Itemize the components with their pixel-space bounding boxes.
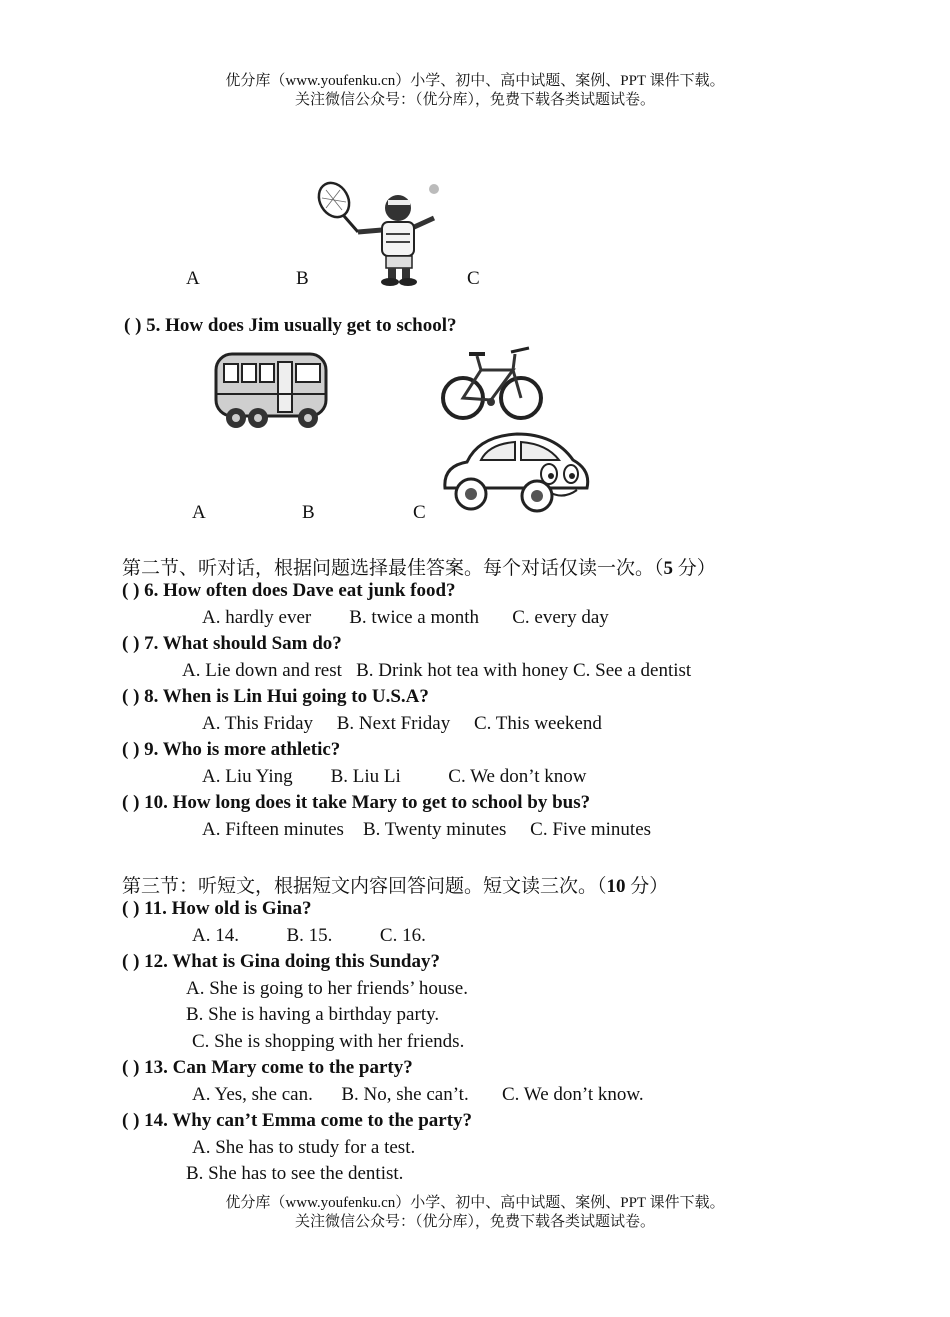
- question-10: ( ) 10. How long does it take Mary to get to school by bus?: [122, 792, 591, 813]
- question-8: ( ) 8. When is Lin Hui going to U.S.A?: [122, 686, 429, 707]
- section-3-score: 10: [606, 876, 626, 897]
- page-footer: [0, 1194, 950, 1232]
- question-11: ( ) 11. How old is Gina?: [122, 898, 312, 919]
- section-2-title: 第二节、听对话，根据问题选择最佳答案。每个对话仅读一次。（5 分）: [122, 558, 716, 579]
- question-14-option-a: A. She has to study for a test.: [192, 1137, 416, 1158]
- question-9: ( ) 9. Who is more athletic?: [122, 739, 341, 760]
- tennis-player-icon: [312, 180, 444, 288]
- question-12-option-a: A. She is going to her friends’ house.: [186, 978, 468, 999]
- header-line-2: 关注微信公众号：（优分库），免费下载各类试题试卷。: [294, 92, 655, 108]
- question-14-option-b: B. She has to see the dentist.: [186, 1163, 404, 1184]
- question-8-options: A. This Friday B. Next Friday C. This weekend: [202, 713, 602, 734]
- question-9-options: A. Liu Ying B. Liu Li C. We don’t know: [202, 766, 587, 787]
- footer-line-1: 优分库（www.youfenku.cn）小学、初中、高中试题、案例、PPT 课件下载。: [225, 1195, 725, 1211]
- question-7-options: A. Lie down and rest B. Drink hot tea with honey C. See a dentist: [182, 660, 692, 681]
- question-11-options: A. 14. B. 15. C. 16.: [192, 925, 426, 946]
- section-2-score: 5: [663, 558, 674, 579]
- question-12: ( ) 12. What is Gina doing this Sunday?: [122, 951, 440, 972]
- bicycle-icon: [441, 344, 543, 428]
- question-12-option-b: B. She is having a birthday party.: [186, 1004, 440, 1025]
- section-3-title: 第三节：听短文，根据短文内容回答问题。短文读三次。（10 分）: [122, 876, 669, 897]
- question-5: ( ) 5. How does Jim usually get to school?: [124, 315, 457, 336]
- q4-option-b: B: [296, 268, 309, 289]
- question-10-options: A. Fifteen minutes B. Twenty minutes C. Five minutes: [202, 819, 652, 840]
- question-13-options: A. Yes, she can. B. No, she can’t. C. We don’t know.: [192, 1084, 644, 1105]
- bus-icon: [212, 350, 330, 432]
- q5-option-a: A: [192, 502, 206, 523]
- q5-option-b: B: [302, 502, 315, 523]
- question-7: ( ) 7. What should Sam do?: [122, 633, 342, 654]
- question-14: ( ) 14. Why can’t Emma come to the party?: [122, 1110, 473, 1131]
- page-header: [0, 72, 950, 110]
- question-13: ( ) 13. Can Mary come to the party?: [122, 1057, 413, 1078]
- question-6: ( ) 6. How often does Dave eat junk food?: [122, 580, 456, 601]
- car-icon: [437, 426, 595, 514]
- q4-option-c: C: [467, 268, 480, 289]
- question-6-options: A. hardly ever B. twice a month C. every day: [202, 607, 609, 628]
- q4-option-a: A: [186, 268, 200, 289]
- header-line-1: 优分库（www.youfenku.cn）小学、初中、高中试题、案例、PPT 课件下载。: [225, 73, 725, 89]
- footer-line-2: 关注微信公众号：（优分库），免费下载各类试题试卷。: [294, 1214, 655, 1230]
- question-12-option-c: C. She is shopping with her friends.: [192, 1031, 465, 1052]
- q5-option-c: C: [413, 502, 426, 523]
